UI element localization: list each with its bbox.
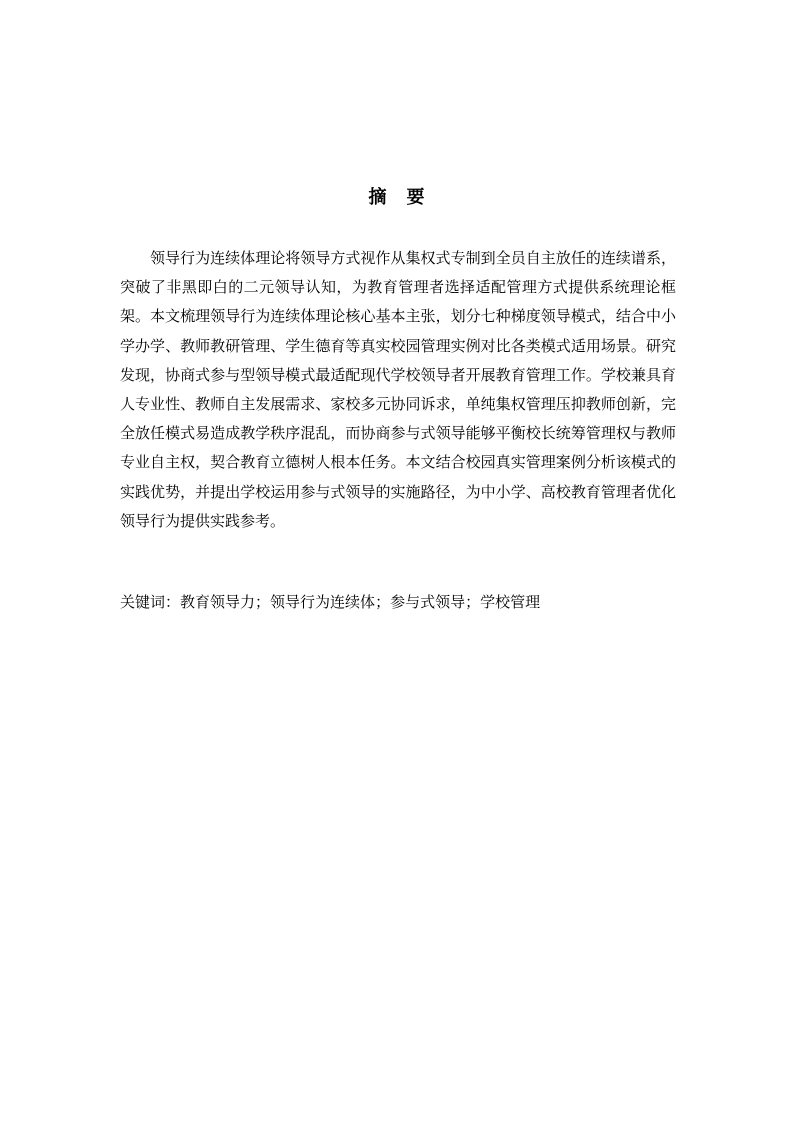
keyword-item: 学校管理 (480, 593, 541, 611)
keywords-label: 关键词： (120, 593, 181, 611)
keyword-item: 参与式领导 (390, 593, 466, 611)
keyword-separator: ； (465, 593, 481, 611)
abstract-paragraph: 领导行为连续体理论将领导方式视作从集权式专制到全员自主放任的连续谱系，突破了非黑即白的二元领导认知，为教育管理者选择适配管理方式提供系统理论框架。本文梳理领导行为连续体理论核心基本主张，划分七种梯度领导模式，结合中小学办学、教师教研管理、学生德育等真实校园管理实例对比各类模式适用场景。研究发现，协商式参与型领导模式最适配现代学校领导者开展教育管理工作。学校兼具育人专业性、教师自主发展需求、家校多元协同诉求，单纯集权管理压抑教师创新，完全放任模式易造成教学秩序混乱，而协商参与式领导能够平衡校长统筹管理权与教师专业自主权，契合教育立德树人根本任务。本文结合校园真实管理案例分析该模式的实践优势，并提出学校运用参与式领导的实施路径，为中小学、高校教育管理者优化领导行为提供实践参考。 (120, 249, 676, 530)
keyword-separator: ； (255, 593, 271, 611)
keyword-item: 教育领导力 (180, 593, 256, 611)
keyword-separator: ； (375, 593, 391, 611)
abstract-heading-char-2: 要 (406, 187, 425, 208)
keyword-item: 领导行为连续体 (270, 593, 376, 611)
abstract-heading-char-1: 摘 (368, 187, 387, 208)
keywords-line (120, 589, 676, 615)
abstract-heading (0, 186, 793, 210)
